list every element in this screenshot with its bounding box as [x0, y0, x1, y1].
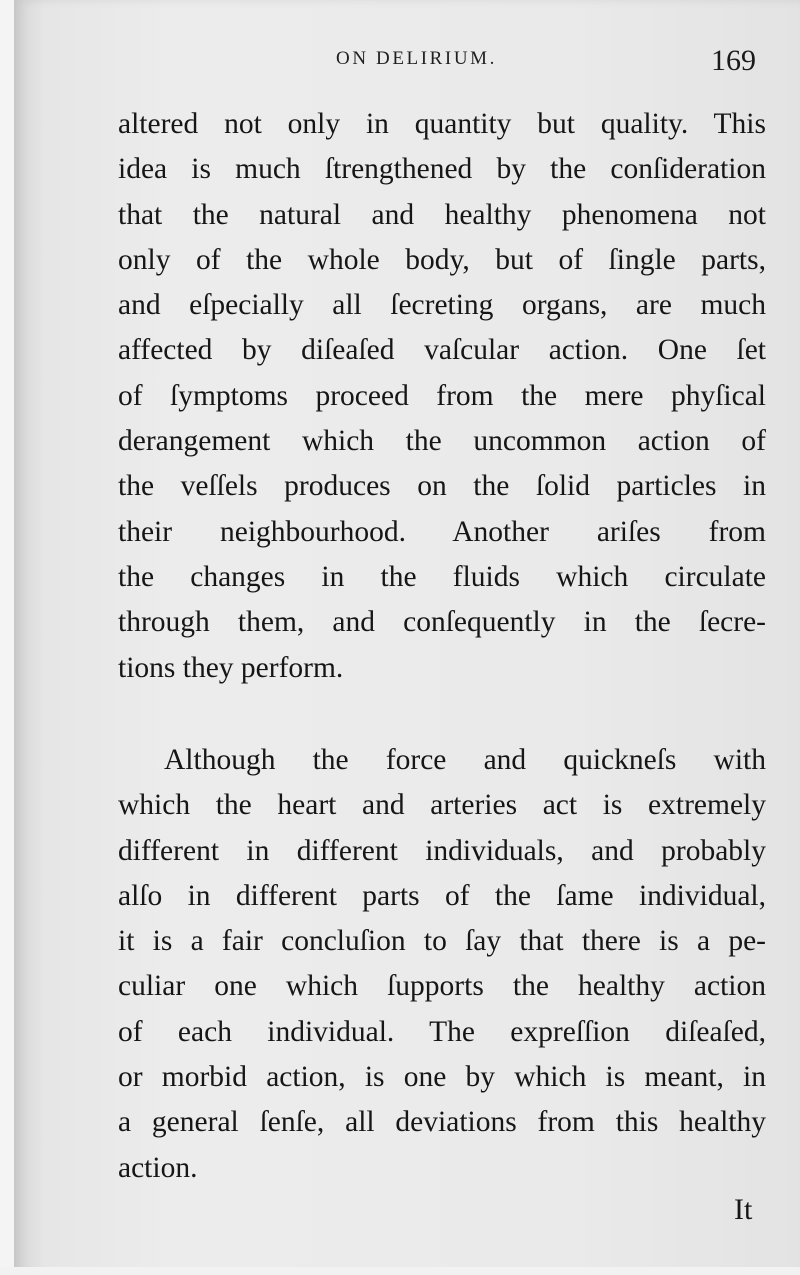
text-line: a general ſenſe, all deviations from this healthy	[118, 1106, 766, 1139]
text-line: alſo in different parts of the ſame individual,	[118, 879, 766, 912]
page-number: 169	[711, 44, 756, 77]
text-line: it is a fair concluſion to ſay that there is a pe-	[118, 925, 766, 958]
text-line: the changes in the fluids which circulate	[118, 560, 766, 593]
text-line: of each individual. The expreſſion diſeaſed,	[118, 1015, 766, 1048]
text-line: the veſſels produces on the ſolid particles in	[118, 470, 766, 503]
paragraph-1	[118, 102, 766, 691]
text-line: derangement which the uncommon action of	[118, 425, 766, 458]
text-line: or morbid action, is one by which is meant, in	[118, 1061, 766, 1094]
text-line: which the heart and arteries act is extremely	[118, 789, 766, 822]
page-left-margin	[0, 0, 14, 1275]
page-bottom-edge	[0, 1267, 800, 1275]
text-line: culiar one which ſupports the healthy action	[118, 970, 766, 1003]
text-line: and eſpecially all ſecreting organs, are much	[118, 289, 766, 322]
text-line: that the natural and healthy phenomena not	[118, 198, 766, 231]
running-head: ON DELIRIUM.	[336, 48, 498, 69]
text-line: of ſymptoms proceed from the mere phyſical	[118, 379, 766, 412]
paragraph-2	[118, 738, 766, 1191]
book-page	[14, 0, 800, 1275]
text-line: their neighbourhood. Another ariſes from	[118, 515, 766, 548]
catchword: It	[734, 1193, 753, 1226]
text-line: only of the whole body, but of ſingle parts,	[118, 243, 766, 276]
text-line: affected by diſeaſed vaſcular action. One ſet	[118, 334, 766, 367]
text-line: idea is much ſtrengthened by the conſideration	[118, 153, 766, 186]
text-line: through them, and conſequently in the ſecre-	[118, 606, 766, 639]
text-line: altered not only in quantity but quality. This	[118, 108, 766, 140]
text-line: Although the force and quickneſs with	[164, 744, 766, 776]
text-line: action.	[118, 1151, 198, 1184]
text-line: different in different individuals, and probably	[118, 834, 766, 867]
text-line: tions they perform.	[118, 651, 344, 684]
